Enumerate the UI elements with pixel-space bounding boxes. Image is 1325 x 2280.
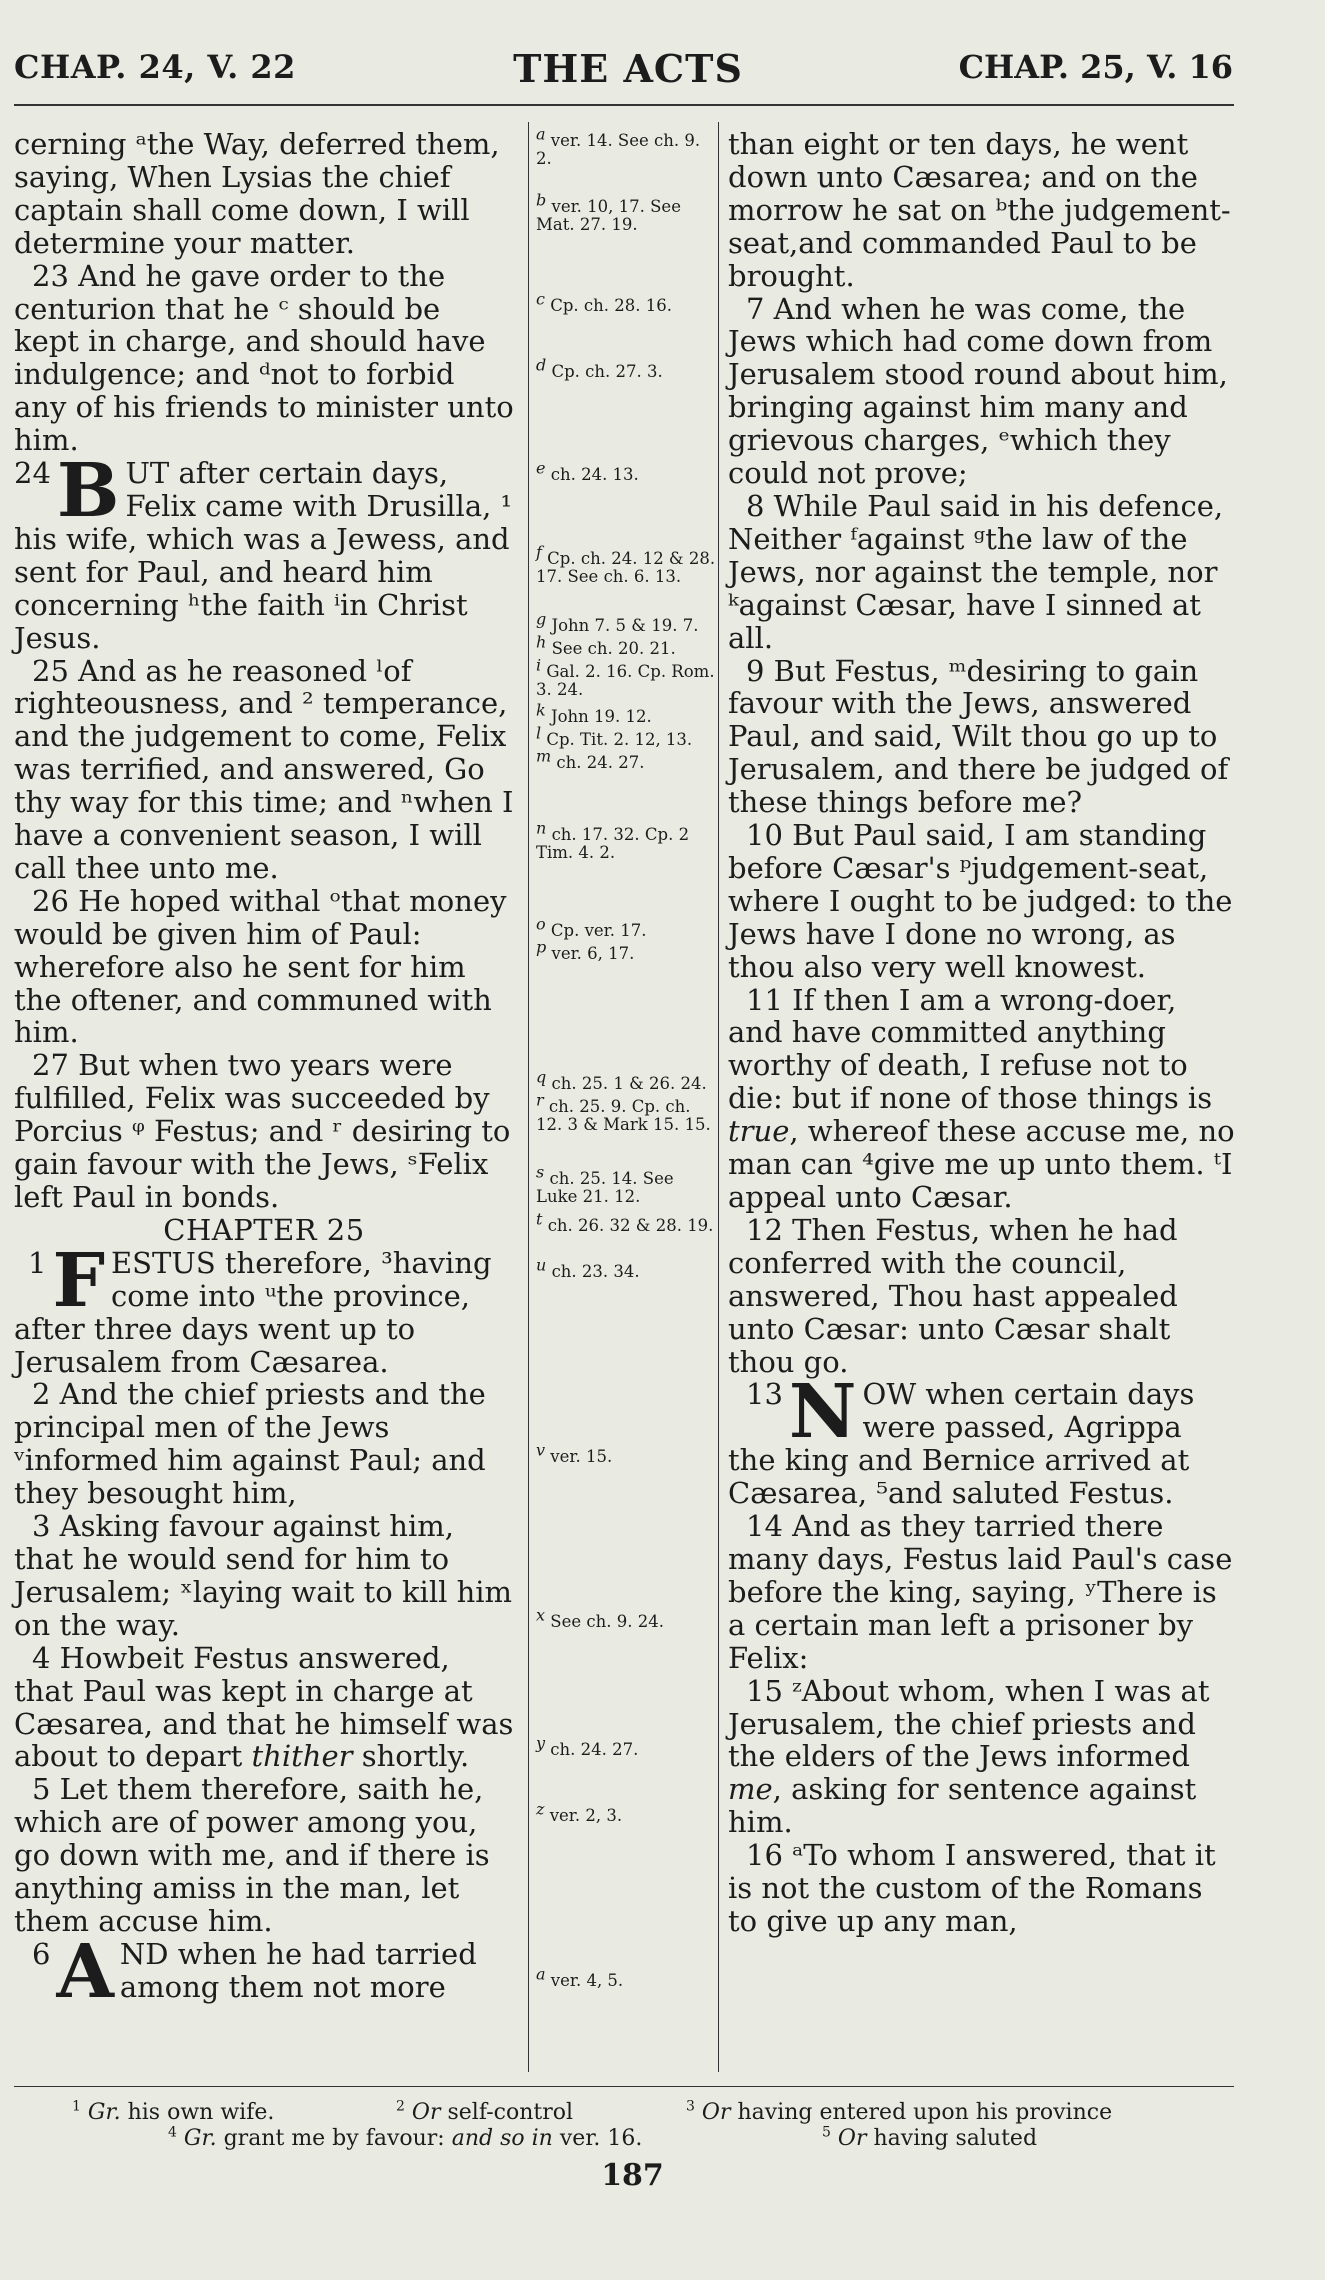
verse-25-12: 12 Then Festus, when he had conferred with the council, answered, Thou hast appealed unto Cæsar: unto Cæsar shalt thou go.: [728, 1212, 1178, 1379]
cross-reference: z ver. 2, 3.: [536, 1799, 623, 1825]
verse-25-2: 2 And the chief priests and the principal men of the Jews ᵛinformed him against Paul; and they besought him,: [14, 1377, 486, 1511]
verse-25-4: [14, 1642, 514, 1774]
verse-text: ESTUS therefore, ³having come into ᵘthe province, after three days went up to Jerusalem from Cæsarea.: [14, 1245, 492, 1379]
cross-reference: f Cp. ch. 24. 12 & 28. 17. See ch. 6. 13.: [536, 542, 716, 586]
cross-reference: b ver. 10, 17. See Mat. 27. 19.: [536, 190, 681, 234]
verse-text: 15 ᶻAbout whom, when I was at Jerusalem, the chief priests and the elders of the Jews informed: [728, 1673, 1210, 1774]
verse-24-25: 25 And as he reasoned ˡof righteousness, and ² temperance, and the judgement to come, Felix was terrified, and answered, Go thy way for this time; and ⁿwhen I have a convenient season, I will call thee unto me.: [14, 653, 514, 885]
italic-word: me: [728, 1772, 773, 1807]
verse-25-16: 16 ᵃTo whom I answered, that it is not the custom of the Romans to give up any man,: [728, 1838, 1216, 1938]
verse-number: 1: [28, 1245, 47, 1280]
verse-text: 11 If then I am a wrong-doer, and have committed anything worthy of death, I refuse not to die: but if none of those things is: [728, 982, 1213, 1116]
verse-25-14: 14 And as they tarried there many days, Festus laid Paul's case before the king, saying, ʸThere is a certain man left a prisoner by Felix:: [728, 1509, 1233, 1675]
cross-reference: h See ch. 20. 21.: [536, 632, 676, 658]
verse-number: 6: [32, 1936, 51, 1971]
cross-reference: n ch. 17. 32. Cp. 2 Tim. 4. 2.: [536, 818, 690, 862]
drop-cap: N: [788, 1369, 857, 1456]
cross-reference: r ch. 25. 9. Cp. ch. 12. 3 & Mark 15. 15.: [536, 1090, 711, 1134]
footnote: $^3$ Or having entered upon his province: [686, 2098, 1113, 2125]
cross-reference: e ch. 24. 13.: [536, 458, 639, 484]
column-rule-right: [718, 122, 719, 2072]
page-number: 187: [601, 2158, 664, 2193]
verse-24-24: [14, 448, 514, 655]
verse-24-27: 27 But when two years were fulfilled, Felix was succeeded by Porcius ᵠ Festus; and ʳ desiring to gain favour with the Jews, ˢFelix left Paul in bonds.: [14, 1048, 511, 1214]
footnote: $^2$ Or self-control: [396, 2098, 573, 2125]
running-head-title: THE ACTS: [513, 46, 743, 91]
verse-number: 13: [746, 1377, 783, 1412]
verse-25-8: 8 While Paul said in his defence, Neither ᶠagainst ᵍthe law of the Jews, nor against the temple, nor ᵏagainst Cæsar, have I sinned at all.: [728, 488, 1224, 655]
verse-24-22-continued: cerning ᵃthe Way, deferred them, saying, When Lysias the chief captain shall come down, I will determine your matter.: [14, 127, 500, 260]
cross-reference: u ch. 23. 34.: [536, 1255, 640, 1281]
cross-reference: t ch. 26. 32 & 28. 19.: [536, 1209, 714, 1235]
chapter-heading: CHAPTER 25: [163, 1212, 365, 1247]
verse-text-tail: , whereof these accuse me, no man can ⁴give me up unto them. ᵗI appeal unto Cæsar.: [728, 1114, 1235, 1214]
cross-reference: k John 19. 12.: [536, 700, 652, 726]
cross-reference: q ch. 25. 1 & 26. 24.: [536, 1067, 707, 1093]
footnote-rule: [14, 2086, 1234, 2087]
cross-reference: o Cp. ver. 17.: [536, 914, 647, 940]
verse-text: UT after certain days, Felix came with Drusilla, ¹ his wife, which was a Jewess, and sent for Paul, and heard him concerning ʰthe faith ⁱin Christ Jesus.: [14, 456, 513, 655]
italic-word: thither: [251, 1739, 353, 1774]
verse-text-tail: shortly.: [352, 1739, 470, 1774]
verse-25-6-continued: than eight or ten days, he went down unto Cæsarea; and on the morrow he sat on ᵇthe judgement-seat,and commanded Paul to be brought.: [728, 127, 1231, 293]
column-rule-left: [528, 122, 529, 2072]
cross-reference: g John 7. 5 & 19. 7.: [536, 609, 699, 635]
cross-reference: p ver. 6, 17.: [536, 937, 635, 963]
footnote: $^5$ Or having saluted: [822, 2124, 1038, 2151]
verse-25-7: 7 And when he was come, the Jews which had come down from Jerusalem stood round about him, bringing against him many and grievous charges, ᵉwhich they could not prove;: [728, 291, 1228, 491]
verse-25-5: 5 Let them therefore, saith he, which are of power among you, go down with me, and if there is anything amiss in the man, let them accuse him.: [14, 1772, 490, 1938]
cross-reference: l Cp. Tit. 2. 12, 13.: [536, 723, 693, 749]
running-head-left: CHAP. 24, V. 22: [14, 48, 296, 86]
verse-text: OW when certain days were passed, Agrippa the king and Bernice arrived at Cæsarea, ⁵and saluted Festus.: [728, 1377, 1195, 1511]
cross-reference: i Gal. 2. 16. Cp. Rom. 3. 24.: [536, 655, 715, 699]
cross-reference: s ch. 25. 14. See Luke 21. 12.: [536, 1162, 674, 1206]
cross-reference: a ver. 4, 5.: [536, 1964, 624, 1990]
cross-reference: m ch. 24. 27.: [536, 746, 645, 772]
italic-word: true: [728, 1114, 790, 1149]
footnote: $^1$ Gr. his own wife.: [72, 2098, 275, 2125]
cross-reference: v ver. 15.: [536, 1440, 613, 1466]
verse-text: ND when he had tarried among them not more: [119, 1936, 477, 2004]
verse-text: 4 Howbeit Festus answered, that Paul was kept in charge at Cæsarea, and that he himself was about to depart: [14, 1640, 514, 1774]
right-text-column: [728, 128, 1238, 1938]
cross-reference: a ver. 14. See ch. 9. 2.: [536, 124, 701, 168]
cross-reference: c Cp. ch. 28. 16.: [536, 289, 672, 315]
drop-cap: A: [56, 1928, 114, 2015]
verse-25-13: [728, 1369, 1238, 1511]
drop-cap: F: [52, 1237, 105, 1324]
header-rule: [14, 104, 1234, 106]
cross-reference: x See ch. 9. 24.: [536, 1605, 664, 1631]
verse-25-1: [14, 1237, 514, 1379]
verse-text-tail: , asking for sentence against him.: [728, 1772, 1197, 1840]
running-head-right: CHAP. 25, V. 16: [958, 48, 1233, 86]
verse-24-23: 23 And he gave order to the centurion that he ᶜ should be kept in charge, and should have indulgence; and ᵈnot to forbid any of his friends to minister unto him.: [14, 258, 514, 458]
left-text-column: [14, 127, 514, 2015]
cross-reference: d Cp. ch. 27. 3.: [536, 355, 663, 381]
verse-25-11: [728, 984, 1238, 1214]
drop-cap: B: [56, 448, 120, 535]
footnote: $^4$ Gr. grant me by favour: and so in ver. 16.: [168, 2124, 643, 2151]
verse-25-3: 3 Asking favour against him, that he would send for him to Jerusalem; ˣlaying wait to kill him on the way.: [14, 1509, 513, 1642]
verse-25-6: [14, 1928, 514, 2015]
verse-number: 24: [14, 456, 51, 491]
verse-24-26: 26 He hoped withal ᵒthat money would be given him of Paul: wherefore also he sent for him the oftener, and communed with him.: [14, 883, 507, 1050]
cross-reference: y ch. 24. 27.: [536, 1733, 639, 1759]
verse-25-9: 9 But Festus, ᵐdesiring to gain favour with the Jews, answered Paul, and said, Wilt thou go up to Jerusalem, and there be judged of these things before me?: [728, 653, 1229, 820]
verse-25-15: [728, 1675, 1238, 1840]
verse-25-10: 10 But Paul said, I am standing before Cæsar's ᵖjudgement-seat, where I ought to be judged: to the Jews have I done no wrong, as thou also very well knowest.: [728, 818, 1233, 984]
